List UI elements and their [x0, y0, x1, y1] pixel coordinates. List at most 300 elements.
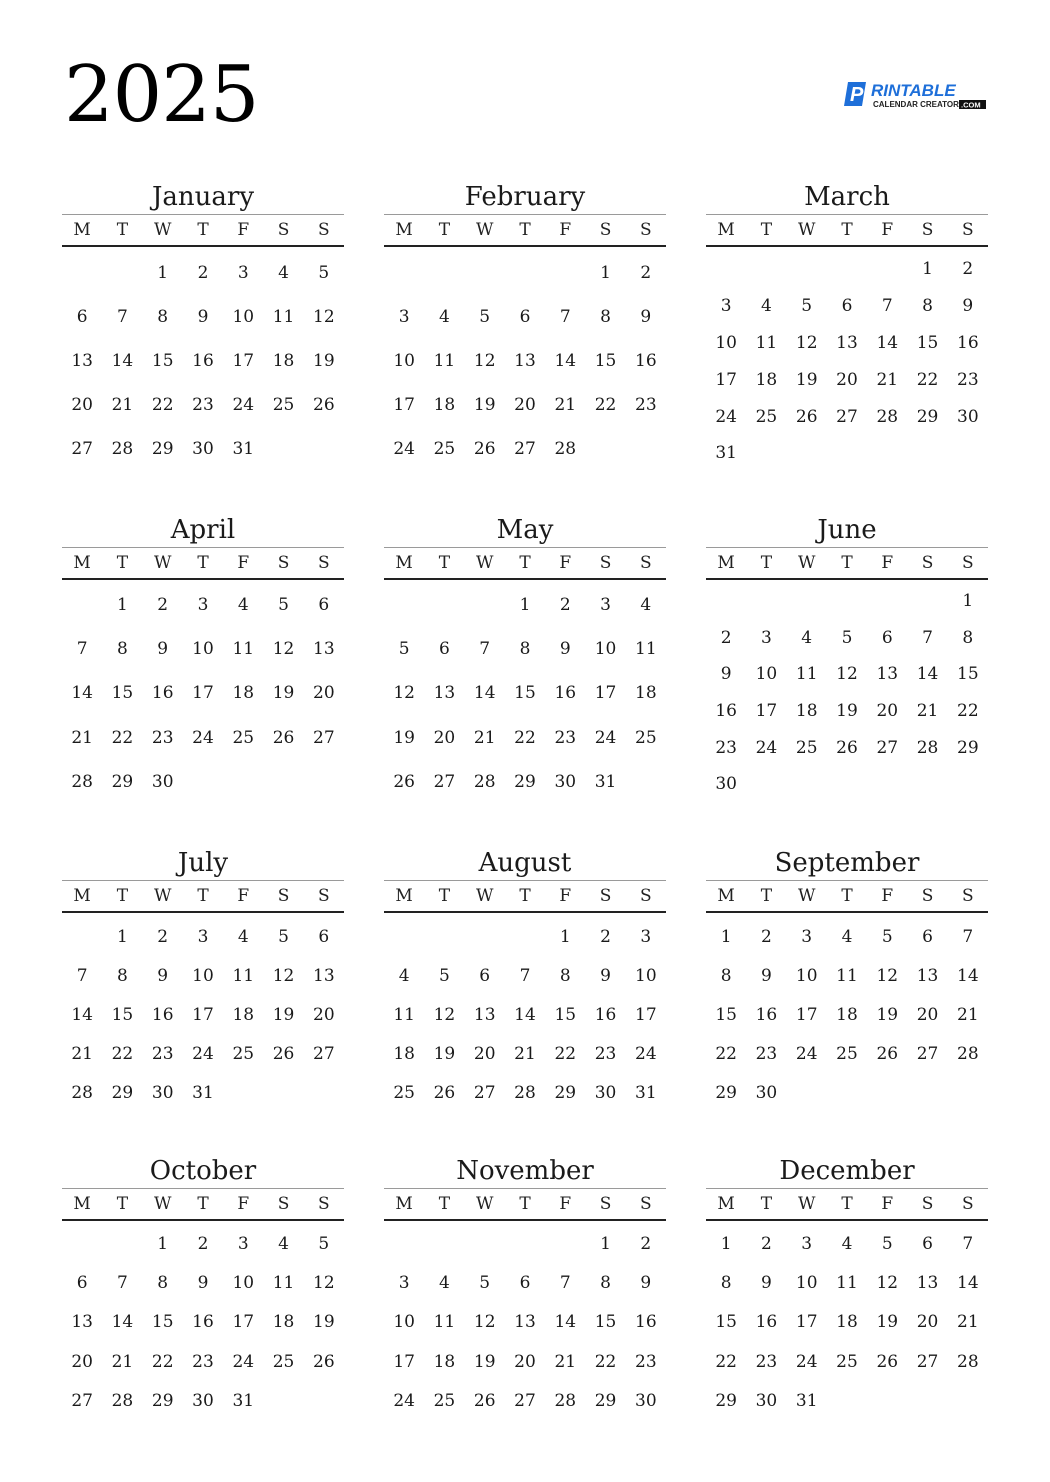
day-cell: 10: [192, 965, 214, 986]
day-cell: 3: [237, 1233, 249, 1254]
week-row: [384, 995, 666, 1034]
day-cell: 14: [71, 1004, 93, 1025]
month-march: [706, 180, 988, 472]
day-cell: 1: [600, 1233, 611, 1254]
day-cell: 18: [232, 683, 255, 704]
day-cell: 22: [111, 727, 134, 748]
day-cell: 22: [594, 1351, 617, 1372]
day-cell: 3: [640, 926, 652, 947]
day-cell: 22: [514, 727, 536, 748]
day-cell: 22: [916, 369, 939, 390]
day-cell: 10: [795, 1272, 818, 1293]
day-cell: 12: [393, 683, 415, 704]
weekday-header-row: [384, 1188, 666, 1221]
day-cell: 23: [957, 369, 979, 390]
day-cell: 24: [594, 727, 617, 748]
week-row: [706, 288, 988, 325]
day-cell: 19: [433, 1043, 456, 1064]
weekday-header-row: [384, 880, 666, 913]
week-row: [62, 383, 344, 427]
day-cell: 18: [755, 369, 778, 390]
weekday-header: S: [318, 886, 330, 906]
day-grid: [62, 251, 344, 471]
day-cell: 29: [151, 439, 174, 459]
day-cell: 11: [272, 1272, 295, 1293]
day-cell: 7: [559, 307, 571, 327]
day-cell: 6: [76, 1272, 88, 1293]
day-cell: 29: [715, 1082, 737, 1103]
week-row: [62, 295, 344, 339]
day-cell: 26: [272, 1043, 295, 1064]
day-cell: 3: [801, 1233, 813, 1254]
weekday-header: S: [599, 220, 612, 240]
day-cell: 22: [715, 1351, 737, 1372]
day-cell: 15: [957, 664, 979, 685]
weekday-header: F: [881, 220, 894, 240]
day-grid: [384, 583, 666, 804]
day-cell: 1: [157, 263, 169, 283]
day-cell: 4: [398, 965, 410, 986]
day-cell: 31: [594, 771, 617, 792]
day-cell: 3: [761, 627, 772, 648]
weekday-header: W: [797, 220, 816, 240]
logo-domain: .COM: [961, 100, 981, 110]
weekday-header: T: [438, 1194, 451, 1214]
day-cell: 20: [71, 395, 93, 415]
day-cell: 20: [71, 1351, 93, 1372]
day-cell: 1: [720, 1233, 732, 1254]
week-row: [62, 1034, 344, 1073]
day-cell: 24: [393, 439, 415, 459]
day-cell: 1: [962, 591, 974, 612]
day-cell: 2: [197, 263, 209, 283]
day-cell: 29: [111, 1082, 134, 1103]
week-row: [706, 995, 988, 1034]
day-cell: 20: [916, 1004, 939, 1025]
day-cell: 30: [755, 1390, 778, 1411]
week-row: [62, 671, 344, 715]
day-cell: 8: [600, 307, 611, 327]
day-cell: 8: [157, 307, 169, 327]
day-cell: 12: [272, 639, 295, 660]
weekday-header: S: [962, 886, 974, 906]
day-cell: 27: [514, 1390, 536, 1411]
day-cell: 19: [393, 727, 415, 748]
day-cell: 31: [795, 1390, 818, 1411]
weekday-header: S: [921, 886, 934, 906]
day-cell: 11: [393, 1004, 415, 1025]
day-cell: 11: [795, 664, 818, 685]
day-cell: 6: [519, 307, 531, 327]
day-cell: 19: [876, 1004, 899, 1025]
day-cell: 25: [755, 406, 778, 427]
day-cell: 5: [801, 296, 813, 317]
weekday-header: T: [197, 886, 209, 906]
week-row: [384, 716, 666, 760]
day-cell: 19: [876, 1312, 899, 1333]
day-cell: 25: [433, 439, 456, 459]
day-cell: 24: [393, 1390, 415, 1411]
weekday-header: S: [277, 886, 290, 906]
day-cell: 23: [554, 727, 577, 748]
day-cell: 10: [232, 1272, 255, 1293]
day-cell: 4: [841, 926, 853, 947]
day-cell: 10: [715, 332, 737, 353]
month-february: [384, 180, 666, 471]
day-cell: 2: [157, 926, 169, 947]
day-cell: 20: [514, 1351, 536, 1372]
week-row: [62, 583, 344, 627]
week-row: [62, 1342, 344, 1381]
weekday-header: T: [760, 886, 773, 906]
week-row: [706, 956, 988, 995]
week-row: [62, 1303, 344, 1342]
day-cell: 21: [554, 395, 577, 415]
day-cell: 4: [237, 595, 249, 616]
month-june: [706, 513, 988, 803]
weekday-header: S: [962, 220, 974, 240]
day-cell: 14: [916, 664, 939, 685]
day-cell: 10: [755, 664, 778, 685]
weekday-header: S: [318, 1194, 330, 1214]
day-cell: 21: [916, 701, 939, 722]
day-cell: 6: [922, 1233, 933, 1254]
day-grid: [62, 583, 344, 804]
month-december: [706, 1154, 988, 1420]
day-cell: 21: [876, 369, 899, 390]
weekday-header: S: [599, 886, 612, 906]
weekday-header: S: [277, 220, 290, 240]
day-cell: 31: [192, 1082, 214, 1103]
day-cell: 31: [232, 1390, 255, 1411]
weekday-header-row: [62, 547, 344, 580]
day-cell: 21: [957, 1004, 979, 1025]
day-cell: 9: [600, 965, 611, 986]
day-cell: 5: [479, 307, 491, 327]
day-cell: 13: [433, 683, 456, 704]
day-cell: 17: [393, 395, 415, 415]
day-cell: 9: [559, 639, 571, 660]
day-cell: 25: [272, 395, 295, 415]
day-cell: 20: [876, 701, 899, 722]
day-cell: 8: [720, 965, 732, 986]
day-cell: 25: [836, 1351, 858, 1372]
month-january: [62, 180, 344, 471]
week-row: [706, 435, 988, 472]
weekday-header: T: [116, 886, 129, 906]
day-cell: 30: [192, 1390, 214, 1411]
day-cell: 12: [473, 1312, 496, 1333]
day-cell: 23: [755, 1043, 778, 1064]
day-cell: 10: [594, 639, 617, 660]
weekday-header: W: [153, 886, 172, 906]
week-row: [706, 251, 988, 288]
day-cell: 10: [192, 639, 214, 660]
day-cell: 19: [836, 701, 858, 722]
weekday-header: F: [237, 1194, 250, 1214]
week-row: [62, 1263, 344, 1302]
day-cell: 12: [272, 965, 295, 986]
weekday-header: F: [559, 886, 572, 906]
month-title: March: [804, 182, 890, 212]
day-cell: 22: [151, 1351, 174, 1372]
day-cell: 31: [232, 439, 255, 459]
day-cell: 23: [594, 1043, 617, 1064]
day-cell: 26: [433, 1082, 456, 1103]
day-cell: 2: [197, 1233, 209, 1254]
day-cell: 7: [76, 965, 88, 986]
day-cell: 30: [151, 1082, 174, 1103]
day-cell: 4: [801, 627, 813, 648]
day-cell: 13: [916, 965, 939, 986]
day-cell: 24: [232, 1351, 255, 1372]
day-cell: 21: [111, 395, 134, 415]
week-row: [706, 1073, 988, 1112]
weekday-header: S: [640, 220, 652, 240]
week-row: [384, 1381, 666, 1420]
day-cell: 3: [720, 296, 732, 317]
week-row: [62, 1381, 344, 1420]
day-cell: 15: [715, 1312, 737, 1333]
day-cell: 5: [881, 926, 893, 947]
day-cell: 31: [715, 443, 737, 464]
day-grid: [384, 1224, 666, 1420]
day-cell: 8: [519, 639, 531, 660]
weekday-header: S: [640, 553, 652, 573]
weekday-header: M: [395, 553, 413, 573]
day-cell: 30: [594, 1082, 617, 1103]
day-cell: 2: [761, 926, 772, 947]
day-cell: 19: [313, 1312, 335, 1333]
day-cell: 9: [761, 965, 772, 986]
day-cell: 8: [600, 1272, 611, 1293]
month-title: November: [456, 1156, 594, 1186]
logo-sub: CALENDAR CREATOR: [873, 100, 959, 109]
day-cell: 18: [232, 1004, 255, 1025]
week-row: [62, 995, 344, 1034]
weekday-header: S: [962, 553, 974, 573]
day-cell: 25: [232, 727, 255, 748]
week-row: [62, 917, 344, 956]
weekday-header-row: [384, 214, 666, 247]
day-cell: 12: [433, 1004, 456, 1025]
day-cell: 17: [232, 351, 255, 371]
day-cell: 13: [71, 351, 93, 371]
week-row: [62, 1224, 344, 1263]
day-cell: 14: [876, 332, 899, 353]
day-cell: 28: [111, 439, 134, 459]
day-cell: 21: [554, 1351, 577, 1372]
day-grid: [384, 251, 666, 471]
week-row: [384, 1303, 666, 1342]
day-cell: 6: [76, 307, 88, 327]
week-row: [706, 917, 988, 956]
day-cell: 16: [594, 1004, 617, 1025]
day-cell: 26: [876, 1351, 899, 1372]
day-cell: 30: [635, 1390, 657, 1411]
weekday-header-row: [706, 547, 988, 580]
weekday-header: F: [237, 220, 250, 240]
day-cell: 27: [916, 1351, 939, 1372]
day-cell: 22: [715, 1043, 737, 1064]
day-cell: 20: [514, 395, 536, 415]
day-cell: 9: [197, 307, 209, 327]
weekday-header: T: [760, 220, 773, 240]
day-cell: 15: [111, 1004, 134, 1025]
day-cell: 19: [272, 1004, 295, 1025]
day-cell: 5: [278, 926, 289, 947]
day-cell: 14: [554, 351, 577, 371]
week-row: [62, 760, 344, 804]
day-cell: 26: [473, 439, 496, 459]
day-grid: [706, 583, 988, 803]
week-row: [62, 1073, 344, 1112]
day-cell: 9: [962, 296, 974, 317]
day-cell: 1: [519, 595, 531, 616]
day-cell: 13: [876, 664, 899, 685]
weekday-header: T: [116, 553, 129, 573]
day-cell: 29: [594, 1390, 617, 1411]
weekday-header: M: [73, 220, 91, 240]
day-cell: 15: [151, 1312, 174, 1333]
day-cell: 16: [755, 1312, 778, 1333]
month-may: [384, 513, 666, 804]
day-cell: 11: [836, 965, 858, 986]
day-cell: 27: [313, 727, 335, 748]
day-cell: 14: [111, 351, 134, 371]
day-cell: 7: [519, 965, 531, 986]
day-cell: 6: [519, 1272, 531, 1293]
day-cell: 1: [117, 595, 128, 616]
day-cell: 20: [916, 1312, 939, 1333]
day-cell: 4: [841, 1233, 853, 1254]
day-cell: 5: [439, 965, 450, 986]
day-grid: [706, 1224, 988, 1420]
logo-mark: P: [850, 84, 864, 106]
week-row: [706, 693, 988, 730]
day-cell: 6: [841, 296, 853, 317]
day-cell: 31: [635, 1082, 657, 1103]
weekday-header: T: [841, 553, 853, 573]
day-cell: 17: [192, 1004, 214, 1025]
printable-calendar-creator-logo: [842, 80, 988, 110]
weekday-header: S: [599, 1194, 612, 1214]
day-cell: 2: [640, 1233, 652, 1254]
day-cell: 10: [232, 307, 255, 327]
day-cell: 30: [755, 1082, 778, 1103]
week-row: [706, 1303, 988, 1342]
day-cell: 28: [554, 439, 577, 459]
day-cell: 1: [559, 926, 571, 947]
month-title: June: [817, 515, 877, 545]
day-cell: 21: [111, 1351, 134, 1372]
weekday-header: W: [153, 220, 172, 240]
day-cell: 13: [836, 332, 858, 353]
month-title: September: [774, 848, 920, 878]
day-cell: 23: [635, 395, 657, 415]
day-cell: 29: [916, 406, 939, 427]
day-cell: 22: [594, 395, 617, 415]
week-row: [384, 671, 666, 715]
day-cell: 21: [514, 1043, 536, 1064]
week-row: [706, 1381, 988, 1420]
day-cell: 15: [594, 351, 617, 371]
day-cell: 14: [111, 1312, 134, 1333]
year-title: 2025: [64, 50, 259, 140]
day-cell: 28: [554, 1390, 577, 1411]
day-cell: 9: [761, 1272, 772, 1293]
day-cell: 3: [600, 595, 611, 616]
weekday-header: S: [921, 553, 934, 573]
day-cell: 13: [514, 1312, 536, 1333]
day-cell: 13: [313, 639, 335, 660]
weekday-header: S: [599, 553, 612, 573]
week-row: [384, 1224, 666, 1263]
weekday-header: T: [841, 886, 853, 906]
day-cell: 19: [313, 351, 335, 371]
day-cell: 18: [272, 351, 295, 371]
day-cell: 26: [473, 1390, 496, 1411]
day-cell: 12: [313, 307, 335, 327]
weekday-header: T: [438, 886, 451, 906]
day-cell: 13: [71, 1312, 93, 1333]
day-cell: 25: [433, 1390, 456, 1411]
day-cell: 4: [640, 595, 652, 616]
weekday-header: M: [717, 553, 735, 573]
day-cell: 18: [272, 1312, 295, 1333]
weekday-header: S: [921, 220, 934, 240]
day-cell: 5: [881, 1233, 893, 1254]
day-cell: 5: [398, 639, 410, 660]
month-october: [62, 1154, 344, 1420]
week-row: [706, 1342, 988, 1381]
month-title: October: [149, 1156, 257, 1186]
day-cell: 9: [157, 639, 169, 660]
day-cell: 16: [635, 1312, 657, 1333]
day-cell: 17: [715, 369, 737, 390]
day-cell: 16: [151, 1004, 174, 1025]
week-row: [706, 583, 988, 620]
day-cell: 28: [111, 1390, 134, 1411]
day-cell: 17: [594, 683, 617, 704]
day-cell: 3: [398, 307, 410, 327]
day-cell: 11: [836, 1272, 858, 1293]
week-row: [62, 427, 344, 471]
day-cell: 10: [393, 1312, 415, 1333]
weekday-header: F: [559, 1194, 572, 1214]
day-cell: 25: [393, 1082, 415, 1103]
day-cell: 16: [755, 1004, 778, 1025]
day-cell: 26: [272, 727, 295, 748]
day-cell: 6: [881, 627, 893, 648]
weekday-header: T: [116, 1194, 129, 1214]
day-cell: 8: [117, 965, 128, 986]
day-cell: 30: [715, 774, 737, 795]
day-cell: 1: [922, 259, 933, 280]
weekday-header: W: [475, 220, 494, 240]
day-cell: 4: [278, 263, 289, 283]
day-cell: 30: [192, 439, 214, 459]
day-cell: 28: [957, 1351, 979, 1372]
weekday-header-row: [62, 880, 344, 913]
weekday-header: S: [277, 1194, 290, 1214]
day-cell: 16: [192, 1312, 214, 1333]
weekday-header-row: [706, 1188, 988, 1221]
weekday-header: T: [519, 1194, 531, 1214]
day-cell: 28: [916, 737, 939, 758]
month-title: July: [177, 848, 229, 878]
day-cell: 1: [600, 263, 611, 283]
